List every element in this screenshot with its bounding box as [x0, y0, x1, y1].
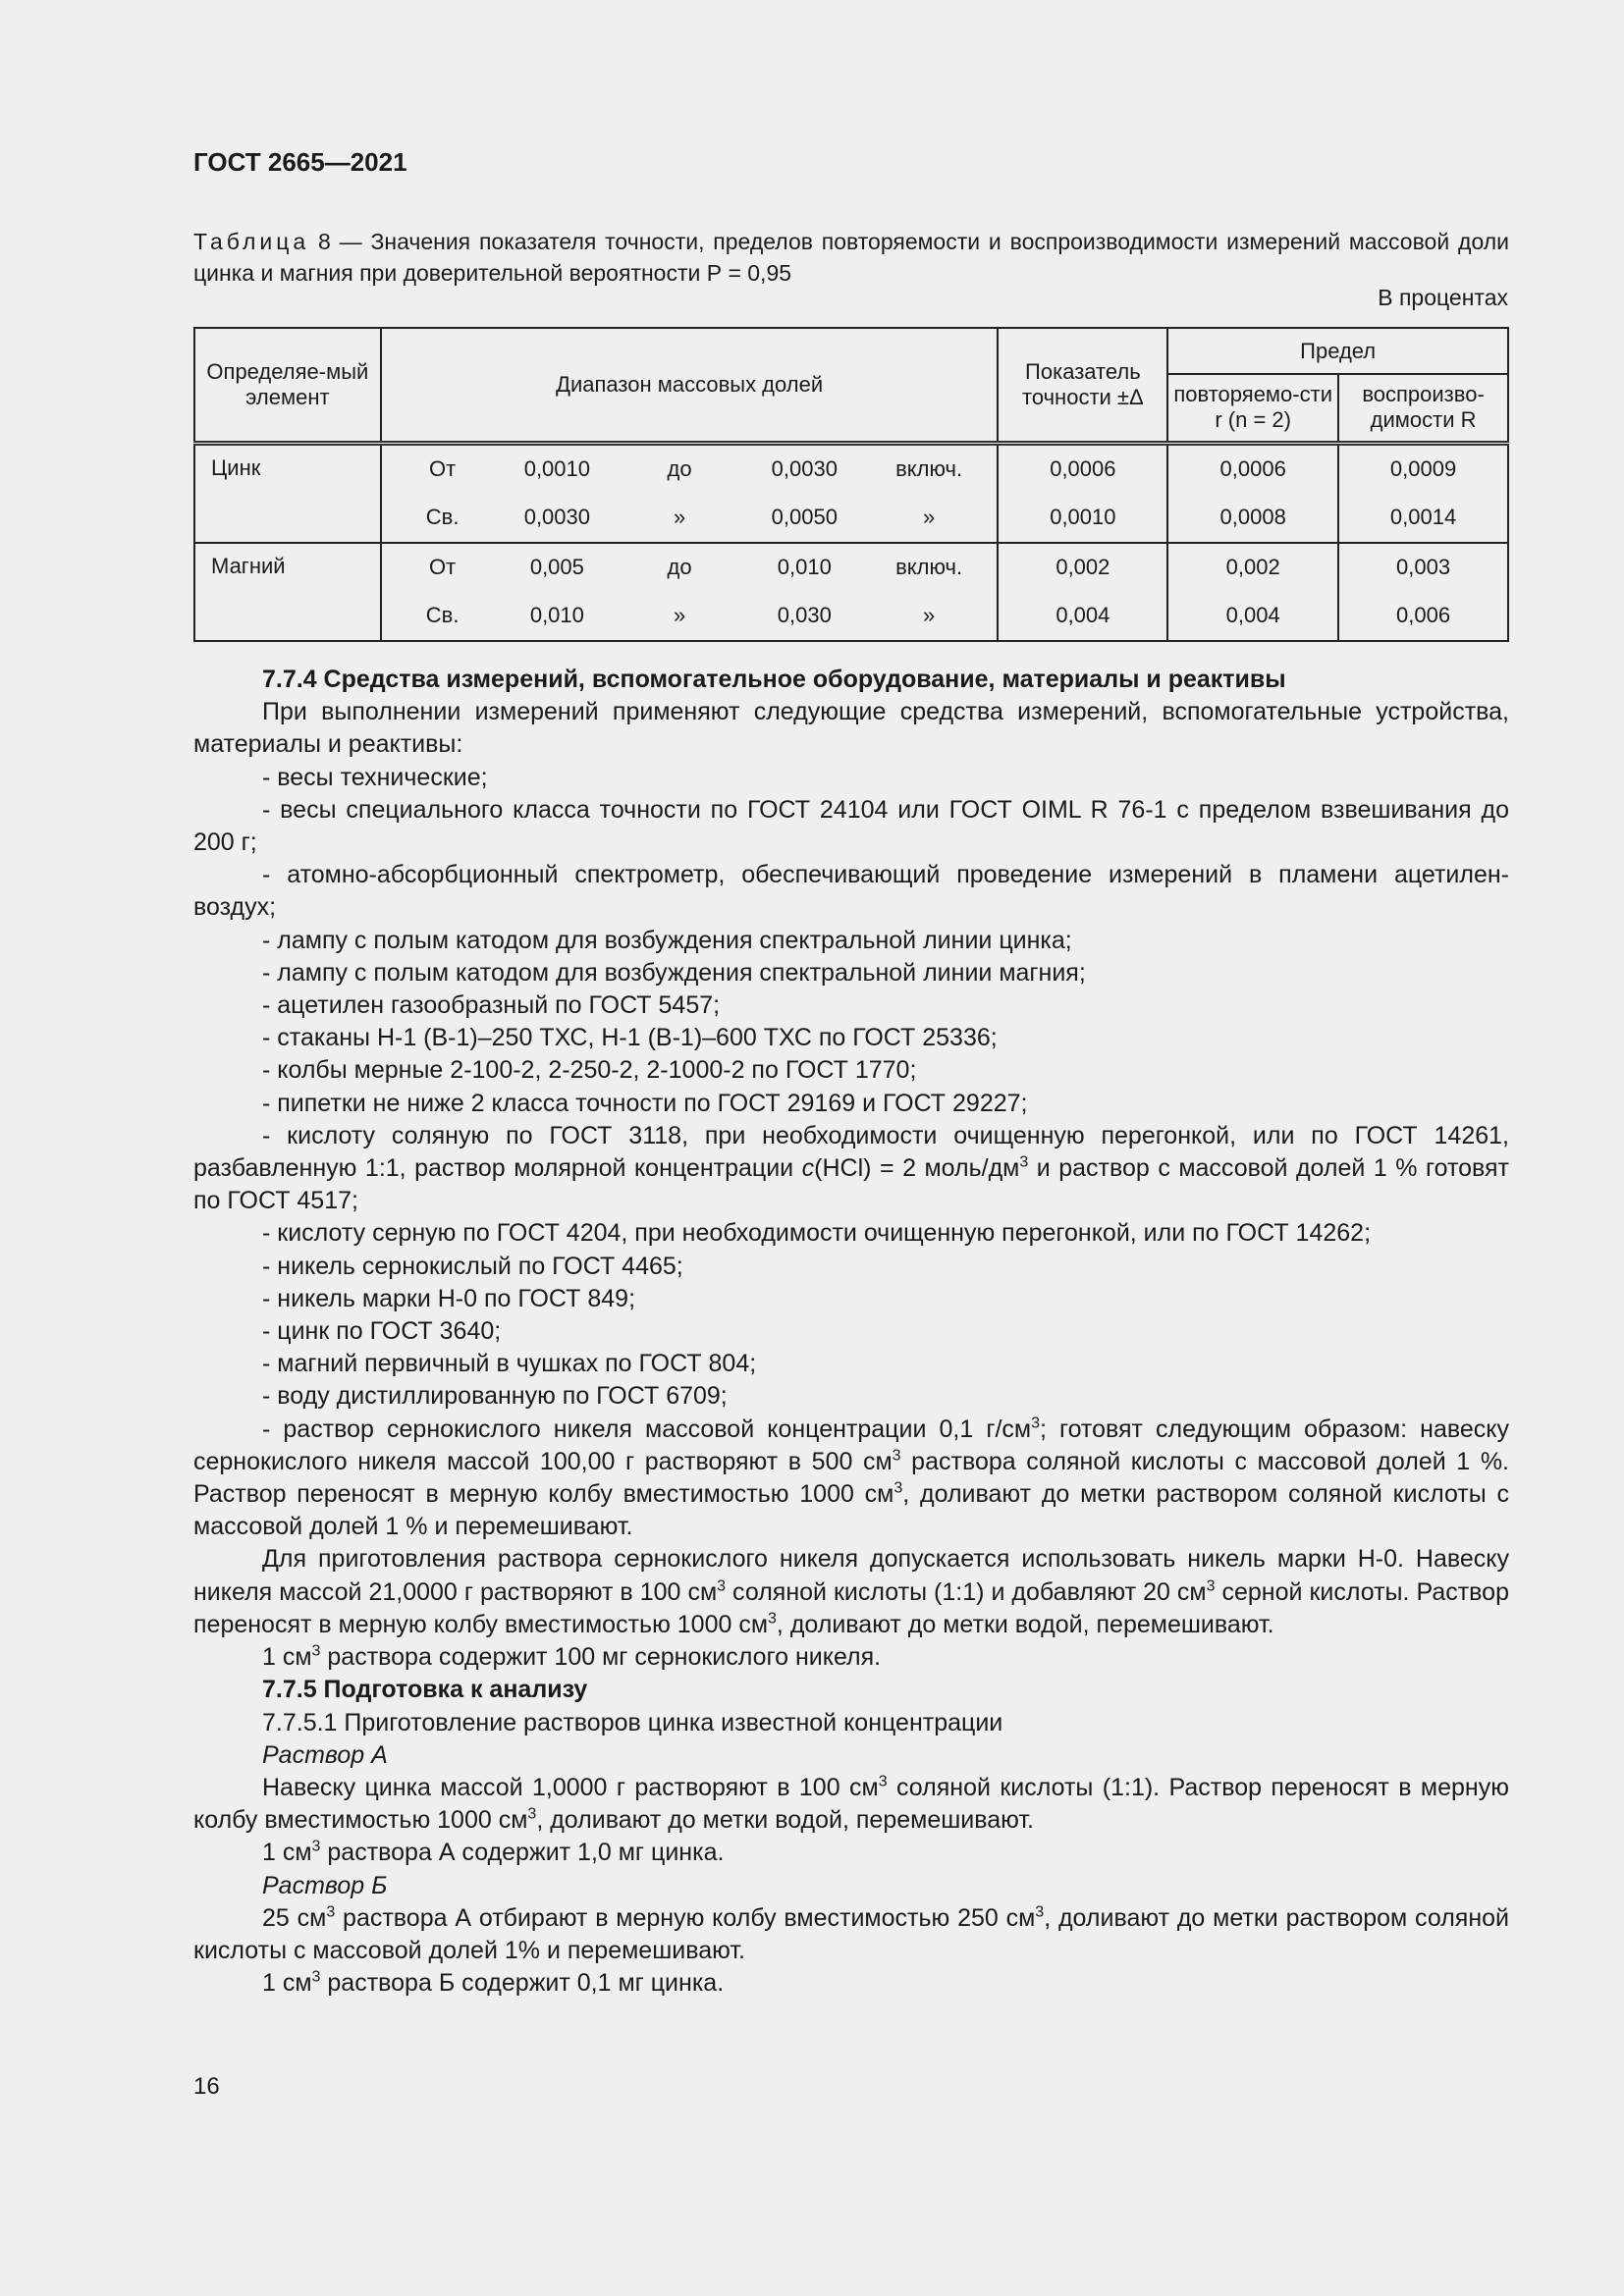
paragraph [193, 1772, 1509, 1837]
text-run: , доливают до метки раствором соляной кислоты с массовой долей 1% и перемешивают. [193, 1903, 1509, 1964]
range-low: 0,005 [503, 543, 611, 592]
range-low: 0,010 [503, 592, 611, 641]
list-item: - лампу с полым катодом для возбуждения спектральной линии магния; [262, 958, 1086, 987]
page-number: 16 [193, 2073, 220, 2100]
list-item: - ацетилен газообразный по ГОСТ 5457; [262, 991, 721, 1020]
text-run: 25 см [262, 1903, 327, 1932]
repeatability-value: 0,0008 [1167, 494, 1338, 543]
section-heading: 7.7.4 Средства измерений, вспомогательное оборудование, материалы и реактивы [262, 666, 1286, 693]
table-row [194, 443, 1508, 494]
superscript: 3 [768, 1610, 777, 1628]
text-run: раствора А содержит 1,0 мг цинка. [320, 1839, 725, 1867]
list-item: - атомно-абсорбционный спектрометр, обеспечивающий проведение измерений в пламени ацетилен-воздух; [193, 861, 1509, 922]
list-item: - пипетки не ниже 2 класса точности по ГОСТ 29169 и ГОСТ 29227; [262, 1089, 1028, 1117]
text-run: с [801, 1154, 815, 1183]
subsection-heading: 7.7.5.1 Приготовление растворов цинка известной концентрации [262, 1708, 1003, 1736]
superscript: 3 [893, 1479, 903, 1497]
range-prefix: Св. [381, 592, 504, 641]
text-run: соляной кислоты (1:1). Раствор переносят в мерную колбу вместимостью 1000 см [193, 1773, 1509, 1835]
accuracy-value: 0,004 [998, 592, 1167, 641]
text-run: , доливают до метки водой, перемешивают. [536, 1806, 1034, 1835]
accuracy-table [193, 327, 1509, 642]
text-run: Навеску цинка массой 1,0000 г растворяют в 100 см [262, 1773, 879, 1801]
repeatability-value: 0,0006 [1167, 443, 1338, 494]
superscript: 3 [1031, 1415, 1040, 1432]
range-to: » [611, 592, 748, 641]
table-row [194, 543, 1508, 592]
section-heading: 7.7.5 Подготовка к анализу [262, 1676, 588, 1704]
list-item: - стаканы Н-1 (В-1)–250 ТХС, Н-1 (В-1)–600 ТХС по ГОСТ 25336; [262, 1024, 998, 1052]
element-cell: Цинк [194, 443, 381, 543]
paragraph [193, 1967, 1509, 2000]
list-item [193, 1414, 1509, 1544]
text-run: 1 см [262, 1839, 312, 1867]
superscript: 3 [1206, 1577, 1216, 1595]
text-run: раствора соляной кислоты с массовой долей 1 %. Раствор переносят в мерную колбу вместимостью 1000 см [193, 1447, 1509, 1509]
table-caption-text: 8 — Значения показателя точности, пределов повторяемости и воспроизводимости измерений массовой доли цинка и магния при доверительной вероятности Р = 0,95 [193, 229, 1509, 286]
table-row [194, 494, 1508, 543]
text-run: ; готовят следующим образом: навеску сернокислого никеля массой 100,00 г растворяют в 500 см [193, 1415, 1509, 1475]
table-caption-label: Таблица [193, 229, 310, 254]
list-item: - магний первичный в чушках по ГОСТ 804; [262, 1350, 757, 1378]
accuracy-value: 0,002 [998, 543, 1167, 592]
range-prefix: От [381, 543, 504, 592]
range-to: до [611, 443, 748, 494]
solution-title: Раствор А [262, 1740, 388, 1769]
paragraph [193, 1641, 1509, 1674]
list-item: - весы специального класса точности по ГОСТ 24104 или ГОСТ OIML R 76-1 с пределом взвешивания до 200 г; [193, 795, 1509, 857]
range-suffix: » [861, 494, 999, 543]
text-run: раствора А отбирают в мерную колбу вместимостью 250 см [335, 1903, 1036, 1932]
paragraph [193, 1902, 1509, 1967]
reproducibility-value: 0,0009 [1338, 443, 1508, 494]
range-suffix: » [861, 592, 999, 641]
paragraph [193, 1837, 1509, 1869]
header-range: Диапазон массовых долей [381, 328, 999, 443]
table-row [194, 592, 1508, 641]
accuracy-value: 0,0006 [998, 443, 1167, 494]
header-reproducibility: воспроизво-димости R [1338, 374, 1508, 443]
range-prefix: Св. [425, 505, 460, 529]
document-id: ГОСТ 2665—2021 [193, 147, 407, 177]
list-item: - лампу с полым катодом для возбуждения спектральной линии цинка; [262, 926, 1072, 954]
header-repeatability: повторяемо-сти r (n = 2) [1167, 374, 1338, 443]
text-run: раствора Б содержит 0,1 мг цинка. [320, 1969, 725, 1998]
list-item: - цинк по ГОСТ 3640; [262, 1317, 502, 1346]
reproducibility-value: 0,0014 [1338, 494, 1508, 543]
header-element: Определяе-мый элемент [194, 328, 381, 443]
range-to: до [611, 543, 748, 592]
repeatability-value: 0,004 [1167, 592, 1338, 641]
body-text [193, 664, 1509, 2000]
text-run: (HCl) = 2 моль/дм [814, 1154, 1020, 1183]
list-item: - весы технические; [262, 763, 488, 791]
table-units: В процентах [1378, 285, 1508, 310]
text-run: серной кислоты. Раствор переносят в мерную колбу вместимостью 1000 см [193, 1577, 1509, 1638]
header-accuracy: Показатель точности ±Δ [998, 328, 1167, 443]
superscript: 3 [326, 1903, 336, 1921]
superscript: 3 [1035, 1903, 1045, 1921]
superscript: 3 [878, 1773, 888, 1790]
range-high: 0,0050 [771, 505, 838, 529]
list-item: - никель марки Н-0 по ГОСТ 849; [262, 1284, 636, 1312]
range-high: 0,030 [748, 592, 861, 641]
solution-title: Раствор Б [262, 1871, 388, 1899]
text-run: раствора содержит 100 мг сернокислого никеля. [320, 1643, 882, 1672]
text-run: 1 см [262, 1969, 312, 1998]
range-low: 0,0030 [523, 505, 590, 529]
repeatability-value: 0,002 [1167, 543, 1338, 592]
list-item: - кислоту серную по ГОСТ 4204, при необходимости очищенную перегонкой, или по ГОСТ 14262; [262, 1219, 1372, 1248]
text-run: , доливают до метки водой, перемешивают. [776, 1610, 1274, 1638]
range-low: 0,0010 [503, 443, 611, 494]
superscript: 3 [892, 1447, 901, 1465]
superscript: 3 [311, 1642, 321, 1660]
superscript: 3 [527, 1805, 537, 1823]
list-item: - воду дистиллированную по ГОСТ 6709; [262, 1382, 728, 1411]
superscript: 3 [311, 1968, 321, 1986]
range-high: 0,010 [748, 543, 861, 592]
list-item: - колбы мерные 2-100-2, 2-250-2, 2-1000-2 по ГОСТ 1770; [262, 1056, 917, 1085]
superscript: 3 [717, 1577, 727, 1595]
text-run: , доливают до метки раствором соляной кислоты с массовой долей 1 % и перемешивают. [193, 1480, 1510, 1541]
text-run: и раствор с массовой долей 1 % готовят по ГОСТ 4517; [193, 1154, 1510, 1215]
range-suffix: включ. [861, 443, 999, 494]
element-cell: Магний [194, 543, 381, 641]
text-run: - кислоту соляную по ГОСТ 3118, при необходимости очищенную перегонкой, или по ГОСТ 14261, разбавленную 1:1, раствор молярной концентрации [193, 1121, 1509, 1183]
list-item [193, 1120, 1509, 1218]
reproducibility-value: 0,003 [1338, 543, 1508, 592]
text-run: 1 см [262, 1643, 312, 1672]
range-high: 0,0030 [748, 443, 861, 494]
text-run: - раствор сернокислого никеля массовой концентрации 0,1 г/см [262, 1415, 1032, 1443]
table-caption [193, 226, 1509, 289]
superscript: 3 [311, 1838, 321, 1855]
header-limit: Предел [1167, 328, 1508, 374]
text-run: Для приготовления раствора сернокислого никеля допускается использовать никель марки Н-0. Навеску никеля массой 21,0000 г растворяют в 100 см [193, 1545, 1509, 1606]
accuracy-value: 0,0010 [998, 494, 1167, 543]
paragraph [193, 1543, 1509, 1641]
range-prefix: От [381, 443, 504, 494]
range-suffix: включ. [861, 543, 999, 592]
superscript: 3 [1019, 1153, 1029, 1171]
text-run: соляной кислоты (1:1) и добавляют 20 см [726, 1577, 1207, 1606]
reproducibility-value: 0,006 [1338, 592, 1508, 641]
list-item: - никель сернокислый по ГОСТ 4465; [262, 1252, 683, 1280]
range-to: » [673, 505, 686, 529]
paragraph: При выполнении измерений применяют следующие средства измерений, вспомогательные устройства, материалы и реактивы: [193, 698, 1509, 759]
